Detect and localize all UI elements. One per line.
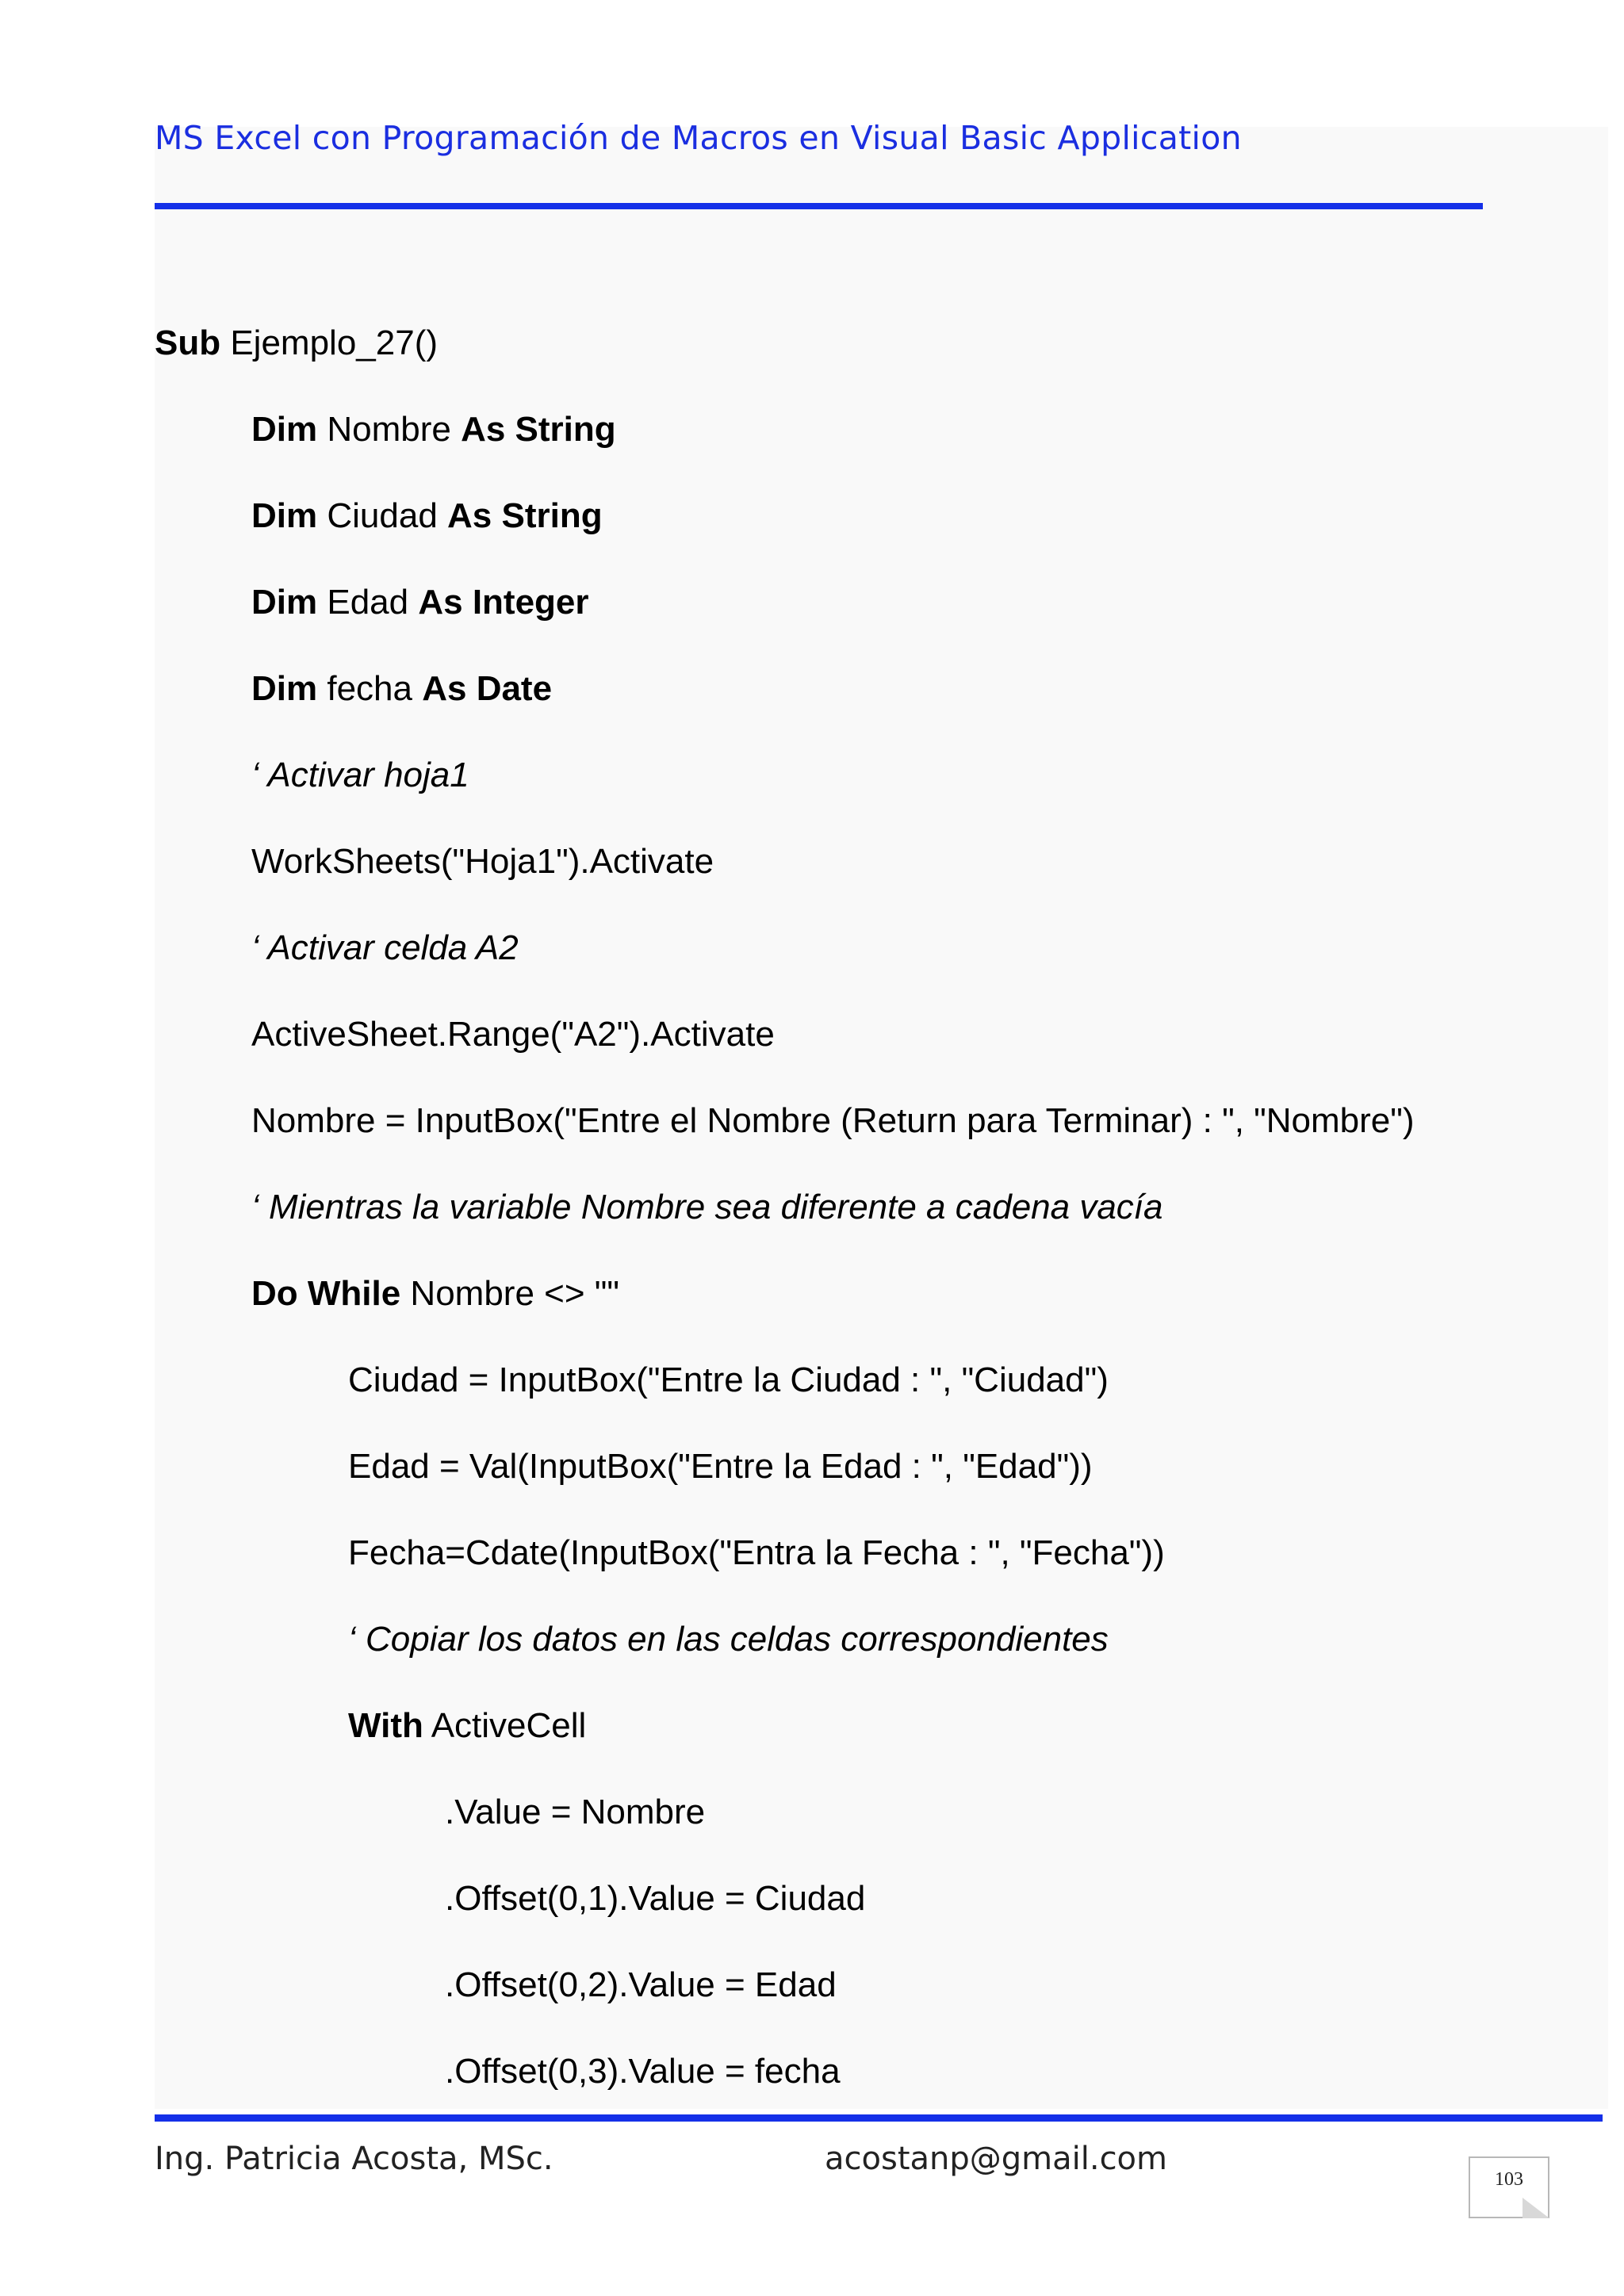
- code-line: .Value = Nombre: [445, 1793, 706, 1831]
- code-text: fecha: [317, 669, 423, 708]
- header-divider: [155, 203, 1483, 209]
- code-comment: ‘ Copiar los datos en las celdas correspondientes: [348, 1620, 1109, 1659]
- code-comment: ‘ Mientras la variable Nombre sea diferente a cadena vacía: [251, 1188, 1163, 1226]
- code-comment: ‘ Activar hoja1: [251, 756, 469, 794]
- code-line: [251, 1270, 619, 1318]
- keyword: As String: [447, 496, 603, 535]
- code-line: [251, 579, 589, 626]
- code-line: Ciudad = InputBox("Entre la Ciudad : ", "Ciudad"): [348, 1360, 1109, 1399]
- keyword: Dim: [251, 496, 318, 535]
- footer-author: Ing. Patricia Acosta, MSc.: [155, 2141, 553, 2177]
- code-text: Edad: [317, 583, 419, 622]
- code-line: Edad = Val(InputBox("Entre la Edad : ", "Edad")): [348, 1447, 1093, 1486]
- keyword: Dim: [251, 583, 318, 622]
- footer-divider: [155, 2114, 1603, 2122]
- code-text: Ciudad: [317, 496, 448, 535]
- code-line: .Offset(0,2).Value = Edad: [445, 1965, 837, 2004]
- document-header-title: MS Excel con Programación de Macros en Visual Basic Application: [155, 119, 1242, 157]
- page-number-box: [1469, 2156, 1549, 2218]
- page-curl-icon: [1522, 2198, 1549, 2218]
- keyword: Dim: [251, 669, 318, 708]
- code-line: .Offset(0,3).Value = fecha: [445, 2052, 841, 2091]
- keyword: As Date: [422, 669, 553, 708]
- code-line: [348, 1702, 586, 1750]
- page-number: 103: [1495, 2169, 1523, 2190]
- code-line: Nombre = InputBox("Entre el Nombre (Return para Terminar) : ", "Nombre"): [251, 1101, 1415, 1140]
- code-text: Ejemplo_27(): [220, 323, 439, 362]
- code-text: Nombre: [317, 410, 462, 449]
- code-line: [251, 665, 552, 713]
- code-line: ActiveSheet.Range("A2").Activate: [251, 1015, 775, 1054]
- keyword: Sub: [155, 323, 221, 362]
- keyword: Dim: [251, 410, 318, 449]
- footer-email: acostanp@gmail.com: [825, 2141, 1167, 2177]
- keyword: As String: [461, 410, 616, 449]
- code-line: Fecha=Cdate(InputBox("Entra la Fecha : ", "Fecha")): [348, 1533, 1165, 1572]
- code-comment: ‘ Activar celda A2: [251, 928, 519, 967]
- keyword: Do While: [251, 1274, 401, 1313]
- code-text: Nombre <> "": [400, 1274, 619, 1313]
- keyword: With: [348, 1706, 423, 1745]
- code-text: ActiveCell: [423, 1706, 587, 1745]
- code-line: [251, 492, 603, 540]
- code-line: .Offset(0,1).Value = Ciudad: [445, 1879, 866, 1918]
- code-line: [251, 406, 616, 453]
- code-line: WorkSheets("Hoja1").Activate: [251, 842, 714, 881]
- code-line: [155, 320, 438, 367]
- keyword: As Integer: [418, 583, 589, 622]
